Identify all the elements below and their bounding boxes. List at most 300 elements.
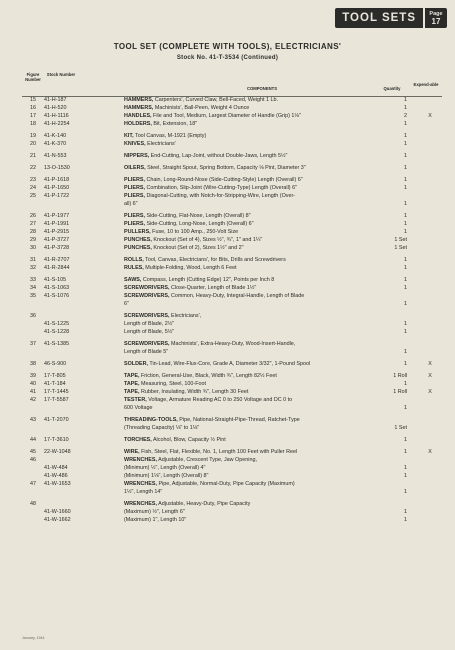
component-description xyxy=(124,96,376,104)
component-detail: Side-Cutting, Flat-Nose, Length (Overall) 8" xyxy=(144,213,251,219)
section-title: TOOL SETS xyxy=(335,8,423,28)
component-detail: Tool, Canvas, Electricians', for Bits, Drills and Screwdrivers xyxy=(143,257,286,263)
component-detail: Voltage, Armature Reading AC 0 to 250 Voltage and DC 0 to xyxy=(146,397,293,403)
component-description xyxy=(124,516,376,524)
table-row xyxy=(22,264,442,272)
table-row xyxy=(22,228,442,236)
expendable-mark: X xyxy=(428,389,432,395)
component-name: PLIERS, xyxy=(124,213,145,219)
quantity: 1 xyxy=(404,213,407,219)
component-description xyxy=(124,372,376,380)
component-description xyxy=(124,360,376,368)
component-description xyxy=(124,464,376,472)
component-detail: Length of Blade 5" xyxy=(124,349,169,355)
component-description xyxy=(124,300,376,308)
component-detail: 1½", Length 14" xyxy=(124,489,163,495)
component-detail: Tin-Lead, Wire-Flux-Core, Grade A, Diameter 3/32", 1-Pound Spool xyxy=(147,361,311,367)
component-description xyxy=(124,416,376,424)
figure-number: 34 xyxy=(30,285,36,291)
header-stock-number: Stock Number xyxy=(46,72,76,77)
component-detail: Fuse, 10 to 100 Amp., 250-Volt Size xyxy=(150,229,239,235)
component-name: PLIERS, xyxy=(124,221,145,227)
quantity: 1 xyxy=(404,349,407,355)
stock-number: 22-W-1048 xyxy=(44,449,71,455)
table-row xyxy=(22,516,442,524)
stock-number: 41-W-1660 xyxy=(44,509,71,515)
quantity: 1 xyxy=(404,321,407,327)
stock-number: 41-S-1228 xyxy=(44,329,70,335)
component-detail: Rubber, Insulating, Width ¾", Length 30 Feet xyxy=(139,389,249,395)
header-quantity: Quantity xyxy=(383,86,401,91)
component-description xyxy=(124,424,376,432)
component-description xyxy=(124,104,376,112)
stock-number: 41-P-1650 xyxy=(44,185,70,191)
stock-number: 41-P-2915 xyxy=(44,229,70,235)
component-description xyxy=(124,112,376,120)
table-row xyxy=(22,488,442,496)
table-row xyxy=(22,152,442,160)
component-detail: Multiple-Folding, Wood, Length 6 Feet xyxy=(143,265,237,271)
figure-number: 15 xyxy=(30,97,36,103)
component-description xyxy=(124,256,376,264)
quantity: 1 Set xyxy=(394,245,407,251)
component-name: TAPE, xyxy=(124,373,140,379)
section-tab xyxy=(335,8,447,28)
component-detail: Electricians' xyxy=(145,141,176,147)
component-description xyxy=(124,456,376,464)
table-row xyxy=(22,200,442,208)
quantity: 1 Set xyxy=(394,237,407,243)
quantity: 1 xyxy=(404,465,407,471)
component-description xyxy=(124,340,376,348)
stock-number: 41-S-1385 xyxy=(44,341,70,347)
quantity: 1 xyxy=(404,489,407,495)
table-row xyxy=(22,456,442,464)
component-description xyxy=(124,388,376,396)
table-row xyxy=(22,404,442,412)
table-row xyxy=(22,372,442,380)
component-description xyxy=(124,508,376,516)
quantity: 1 xyxy=(404,133,407,139)
stock-number: 17-T-5587 xyxy=(44,397,69,403)
quantity: 1 xyxy=(404,221,407,227)
stock-number: 17-T-1445 xyxy=(44,389,69,395)
component-description xyxy=(124,488,376,496)
stock-number: 17-T-805 xyxy=(44,373,66,379)
component-description xyxy=(124,152,376,160)
component-description xyxy=(124,292,376,300)
component-description xyxy=(124,212,376,220)
figure-number: 25 xyxy=(30,193,36,199)
figure-number: 17 xyxy=(30,113,36,119)
figure-number: 28 xyxy=(30,229,36,235)
component-detail: Side-Cutting, Long-Nose, Length (Overall) 6" xyxy=(144,221,254,227)
stock-number: 41-K-370 xyxy=(44,141,67,147)
component-detail: Combination, Slip-Joint (Wire-Cutting-Type) Length (Overall) 6" xyxy=(144,185,297,191)
table-row xyxy=(22,104,442,112)
component-detail: (Threading Capacity) ⅛" to 1⅛" xyxy=(124,425,200,431)
stock-number: 41-H-1116 xyxy=(44,113,69,119)
component-name: RULES, xyxy=(124,265,144,271)
component-detail: Chain, Long-Round-Nose (Side-Cutting-Style) Length (Overall) 6" xyxy=(144,177,303,183)
stock-number: 41-T-184 xyxy=(44,381,66,387)
quantity: 1 xyxy=(404,301,407,307)
component-detail: Alcohol, Blow, Capacity ½ Pint xyxy=(151,437,226,443)
figure-number: 41 xyxy=(30,389,36,395)
component-detail: End-Cutting, Lap-Joint, without Double-Jaws, Length 5½" xyxy=(149,153,288,159)
component-name: HAMMERS, xyxy=(124,105,154,111)
component-detail: Fish, Steel, Flat, Flexible, No. 1, Length 100 Feet with Puller Reel xyxy=(139,449,298,455)
stock-number: 41-P-1618 xyxy=(44,177,70,183)
component-description xyxy=(124,220,376,228)
component-detail: 600 Voltage xyxy=(124,405,153,411)
table-row xyxy=(22,464,442,472)
figure-number: 39 xyxy=(30,373,36,379)
quantity: 1 xyxy=(404,277,407,283)
component-description xyxy=(124,192,376,200)
component-name: WRENCHES, xyxy=(124,501,157,507)
component-name: PLIERS, xyxy=(124,193,145,199)
quantity: 1 xyxy=(404,329,407,335)
component-description xyxy=(124,184,376,192)
table-row xyxy=(22,348,442,356)
stock-number: 46-S-900 xyxy=(44,361,67,367)
stock-number: 41-H-520 xyxy=(44,105,67,111)
component-description xyxy=(124,404,376,412)
quantity: 1 xyxy=(404,449,407,455)
figure-number: 23 xyxy=(30,177,36,183)
component-name: SAWS, xyxy=(124,277,142,283)
figure-number: 27 xyxy=(30,221,36,227)
component-description xyxy=(124,396,376,404)
figure-number: 44 xyxy=(30,437,36,443)
figure-number: 32 xyxy=(30,265,36,271)
component-description xyxy=(124,244,376,252)
component-detail: Electricians', xyxy=(169,313,202,319)
figure-number: 20 xyxy=(30,141,36,147)
figure-number: 46 xyxy=(30,457,36,463)
quantity: 1 xyxy=(404,165,407,171)
stock-number-line: Stock No. 41-T-3534 (Continued) xyxy=(176,55,279,61)
component-name: PUNCHES, xyxy=(124,237,152,243)
component-description xyxy=(124,312,376,320)
table-row xyxy=(22,300,442,308)
component-description xyxy=(124,264,376,272)
stock-number: 41-P-1991 xyxy=(44,221,70,227)
quantity: 1 xyxy=(404,361,407,367)
table-row xyxy=(22,436,442,444)
component-name: SOLDER, xyxy=(124,361,148,367)
component-detail: Tool Canvas, M-1921 (Empty) xyxy=(133,133,207,139)
component-description xyxy=(124,380,376,388)
quantity: 1 xyxy=(404,509,407,515)
stock-number: 41-P-1722 xyxy=(44,193,70,199)
table-row xyxy=(22,120,442,128)
component-detail: 6" xyxy=(124,301,129,307)
table-row xyxy=(22,284,442,292)
quantity: 1 Roll xyxy=(393,389,407,395)
quantity: 1 xyxy=(404,121,407,127)
stock-number: 41-R-2707 xyxy=(44,257,70,263)
table-row xyxy=(22,236,442,244)
quantity: 1 xyxy=(404,201,407,207)
component-name: TESTER, xyxy=(124,397,147,403)
component-detail: (Minimum) ½", Length (Overall) 4" xyxy=(124,465,206,471)
component-description xyxy=(124,320,376,328)
component-detail: Adjustable, Heavy-Duty, Pipe Capacity xyxy=(156,501,251,507)
component-description xyxy=(124,140,376,148)
component-name: ROLLS, xyxy=(124,257,144,263)
component-name: KIT, xyxy=(124,133,134,139)
component-description xyxy=(124,236,376,244)
figure-number: 22 xyxy=(30,165,36,171)
stock-number: 41-K-140 xyxy=(44,133,67,139)
quantity: 1 xyxy=(404,257,407,263)
component-name: SCREWDRIVERS, xyxy=(124,285,170,291)
quantity: 1 xyxy=(404,185,407,191)
component-detail: Common, Heavy-Duty, Integral-Handle, Length of Blade xyxy=(169,293,305,299)
component-detail: Bit, Extension, 18" xyxy=(151,121,198,127)
table-row xyxy=(22,140,442,148)
component-name: WRENCHES, xyxy=(124,457,157,463)
component-detail: all) 6" xyxy=(124,201,138,207)
expendable-mark: X xyxy=(428,361,432,367)
stock-number: 41-W-486 xyxy=(44,473,68,479)
figure-number: 42 xyxy=(30,397,36,403)
stock-number: 41-H-187 xyxy=(44,97,67,103)
component-name: HANDLES, xyxy=(124,113,152,119)
table-row xyxy=(22,176,442,184)
component-name: KNIVES, xyxy=(124,141,146,147)
component-detail: Machinists', Ball-Peen, Weight 4 Ounce xyxy=(153,105,250,111)
table-row xyxy=(22,132,442,140)
component-name: THREADING-TOOLS, xyxy=(124,417,178,423)
component-detail: Diagonal-Cutting, with Notch-for-Stripping-Wire, Length (Over- xyxy=(144,193,296,199)
table-row xyxy=(22,388,442,396)
component-description xyxy=(124,328,376,336)
figure-number: 29 xyxy=(30,237,36,243)
component-name: HAMMERS, xyxy=(124,97,154,103)
component-description xyxy=(124,472,376,480)
component-detail: Length of Blade, 2½" xyxy=(124,321,175,327)
stock-number: 41-P-1977 xyxy=(44,213,70,219)
figure-number: 43 xyxy=(30,417,36,423)
table-row xyxy=(22,164,442,172)
component-description xyxy=(124,448,376,456)
table-row xyxy=(22,424,442,432)
component-detail: Pipe, Adjustable, Normal-Duty, Pipe Capacity (Maximum) xyxy=(156,481,295,487)
figure-number: 26 xyxy=(30,213,36,219)
table-row xyxy=(22,500,442,508)
table-row xyxy=(22,448,442,456)
table-row xyxy=(22,480,442,488)
header-figure-number: Figure Number xyxy=(25,72,41,82)
component-detail: Friction, General-Use, Black, Width ¾", Length 82½ Feet xyxy=(139,373,277,379)
quantity: 1 Set xyxy=(394,425,407,431)
component-name: PLIERS, xyxy=(124,177,145,183)
component-description xyxy=(124,164,376,172)
table-row xyxy=(22,416,442,424)
header-expendable: Expend-able xyxy=(413,82,439,87)
component-description xyxy=(124,228,376,236)
table-row xyxy=(22,396,442,404)
quantity: 1 xyxy=(404,265,407,271)
quantity: 1 xyxy=(404,105,407,111)
table-row xyxy=(22,380,442,388)
component-detail: (Maximum) ½", Length 6" xyxy=(124,509,185,515)
quantity: 1 xyxy=(404,381,407,387)
figure-number: 36 xyxy=(30,313,36,319)
component-name: WIRE, xyxy=(124,449,140,455)
component-detail: (Maximum) 1", Length 10" xyxy=(124,517,187,523)
page-number: 17 xyxy=(431,17,441,26)
component-detail: Measuring, Steel, 100-Foot xyxy=(139,381,207,387)
figure-number: 21 xyxy=(30,153,36,159)
quantity: 1 xyxy=(404,285,407,291)
component-detail: Adjustable, Crescent Type, Jaw Opening, xyxy=(156,457,257,463)
component-name: PUNCHES, xyxy=(124,245,152,251)
component-detail: File and Tool, Medium, Largest Diameter of Handle (Grip) 1⅛" xyxy=(151,113,301,119)
component-name: SCREWDRIVERS, xyxy=(124,293,170,299)
table-row xyxy=(22,472,442,480)
component-name: PULLERS, xyxy=(124,229,151,235)
table-row xyxy=(22,328,442,336)
table-row xyxy=(22,340,442,348)
expendable-mark: X xyxy=(428,113,432,119)
component-detail: Carpenters', Curved Claw, Bell-Faced, Weight 1 Lb. xyxy=(153,97,279,103)
figure-number: 16 xyxy=(30,105,36,111)
table-row xyxy=(22,212,442,220)
component-detail: Knockout (Set of 2), Sizes 1½" and 2" xyxy=(151,245,244,251)
stock-number: 41-P-3727 xyxy=(44,237,70,243)
component-detail: Close-Quarter, Length of Blade 1½" xyxy=(169,285,257,291)
component-name: PLIERS, xyxy=(124,185,145,191)
component-description xyxy=(124,176,376,184)
stock-number: 41-W-1662 xyxy=(44,517,71,523)
component-name: TAPE, xyxy=(124,389,140,395)
figure-number: 35 xyxy=(30,293,36,299)
table-row xyxy=(22,276,442,284)
component-detail: Pipe, National-Straight-Pipe-Thread, Ratchet-Type xyxy=(177,417,300,423)
page-number-box xyxy=(425,8,447,28)
figure-number: 48 xyxy=(30,501,36,507)
component-detail: Knockout (Set of 4), Sizes ½", ¾", 1" and 1¼" xyxy=(151,237,263,243)
quantity: 1 xyxy=(404,473,407,479)
table-row xyxy=(22,360,442,368)
stock-number: 41-S-1225 xyxy=(44,321,70,327)
component-description xyxy=(124,276,376,284)
stock-number: 41-S-105 xyxy=(44,277,67,283)
stock-number: 41-R-2844 xyxy=(44,265,70,271)
table-row xyxy=(22,256,442,264)
component-name: NIPPERS, xyxy=(124,153,150,159)
table-row xyxy=(22,320,442,328)
quantity: 1 xyxy=(404,153,407,159)
figure-number: 30 xyxy=(30,245,36,251)
component-name: SCREWDRIVERS, xyxy=(124,313,170,319)
figure-number: 45 xyxy=(30,449,36,455)
figure-number: 47 xyxy=(30,481,36,487)
table-row xyxy=(22,220,442,228)
page-label: Page xyxy=(429,11,443,17)
stock-number: 17-T-3610 xyxy=(44,437,69,443)
component-name: TAPE, xyxy=(124,381,140,387)
expendable-mark: X xyxy=(428,449,432,455)
page-title: TOOL SET (COMPLETE WITH TOOLS), ELECTRICIANS' xyxy=(113,42,342,51)
table-row xyxy=(22,244,442,252)
component-description xyxy=(124,132,376,140)
table-row xyxy=(22,112,442,120)
component-detail: Length of Blade, 5½" xyxy=(124,329,175,335)
component-description xyxy=(124,348,376,356)
quantity: 1 xyxy=(404,517,407,523)
stock-number: 41-P-3728 xyxy=(44,245,70,251)
footer-date: January, 1944 xyxy=(22,636,45,640)
component-name: WRENCHES, xyxy=(124,481,157,487)
components-table xyxy=(22,96,442,524)
quantity: 1 xyxy=(404,177,407,183)
component-description xyxy=(124,120,376,128)
component-description xyxy=(124,436,376,444)
header-components: COMPONENTS xyxy=(246,86,277,91)
quantity: 1 xyxy=(404,405,407,411)
component-detail: (Minimum) 1⅛", Length (Overall) 8" xyxy=(124,473,209,479)
component-name: HOLDERS, xyxy=(124,121,152,127)
component-description xyxy=(124,200,376,208)
figure-number: 19 xyxy=(30,133,36,139)
expendable-mark: X xyxy=(428,373,432,379)
stock-number: 41-H-2254 xyxy=(44,121,70,127)
stock-number: 41-W-484 xyxy=(44,465,68,471)
stock-number: 41-W-1653 xyxy=(44,481,71,487)
figure-number: 40 xyxy=(30,381,36,387)
component-name: TORCHES, xyxy=(124,437,152,443)
table-row xyxy=(22,508,442,516)
column-header xyxy=(22,68,442,97)
component-description xyxy=(124,284,376,292)
component-description xyxy=(124,480,376,488)
stock-number: 41-T-2070 xyxy=(44,417,69,423)
figure-number: 24 xyxy=(30,185,36,191)
quantity: 1 xyxy=(404,97,407,103)
figure-number: 33 xyxy=(30,277,36,283)
component-detail: Compass, Length (Cutting Edge) 12", Points per Inch 8 xyxy=(141,277,275,283)
component-name: OILERS, xyxy=(124,165,146,171)
quantity: 1 xyxy=(404,437,407,443)
quantity: 1 xyxy=(404,141,407,147)
quantity: 1 xyxy=(404,229,407,235)
stock-number: 41-S-1076 xyxy=(44,293,70,299)
table-row xyxy=(22,192,442,200)
table-row xyxy=(22,312,442,320)
component-detail: Steel, Straight Spout, Spring Bottom, Capacity ⅛ Pint, Diameter 3" xyxy=(145,165,306,171)
stock-number: 41-N-553 xyxy=(44,153,67,159)
quantity: 2 xyxy=(404,113,407,119)
component-detail: Machinists', Extra-Heavy-Duty, Wood-Insert-Handle, xyxy=(169,341,296,347)
component-name: SCREWDRIVERS, xyxy=(124,341,170,347)
figure-number: 37 xyxy=(30,341,36,347)
figure-number: 38 xyxy=(30,361,36,367)
stock-number: 41-S-1063 xyxy=(44,285,70,291)
stock-number: 13-O-1530 xyxy=(44,165,70,171)
table-row xyxy=(22,96,442,104)
figure-number: 31 xyxy=(30,257,36,263)
quantity: 1 Roll xyxy=(393,373,407,379)
table-row xyxy=(22,184,442,192)
component-description xyxy=(124,500,376,508)
table-row xyxy=(22,292,442,300)
figure-number: 18 xyxy=(30,121,36,127)
